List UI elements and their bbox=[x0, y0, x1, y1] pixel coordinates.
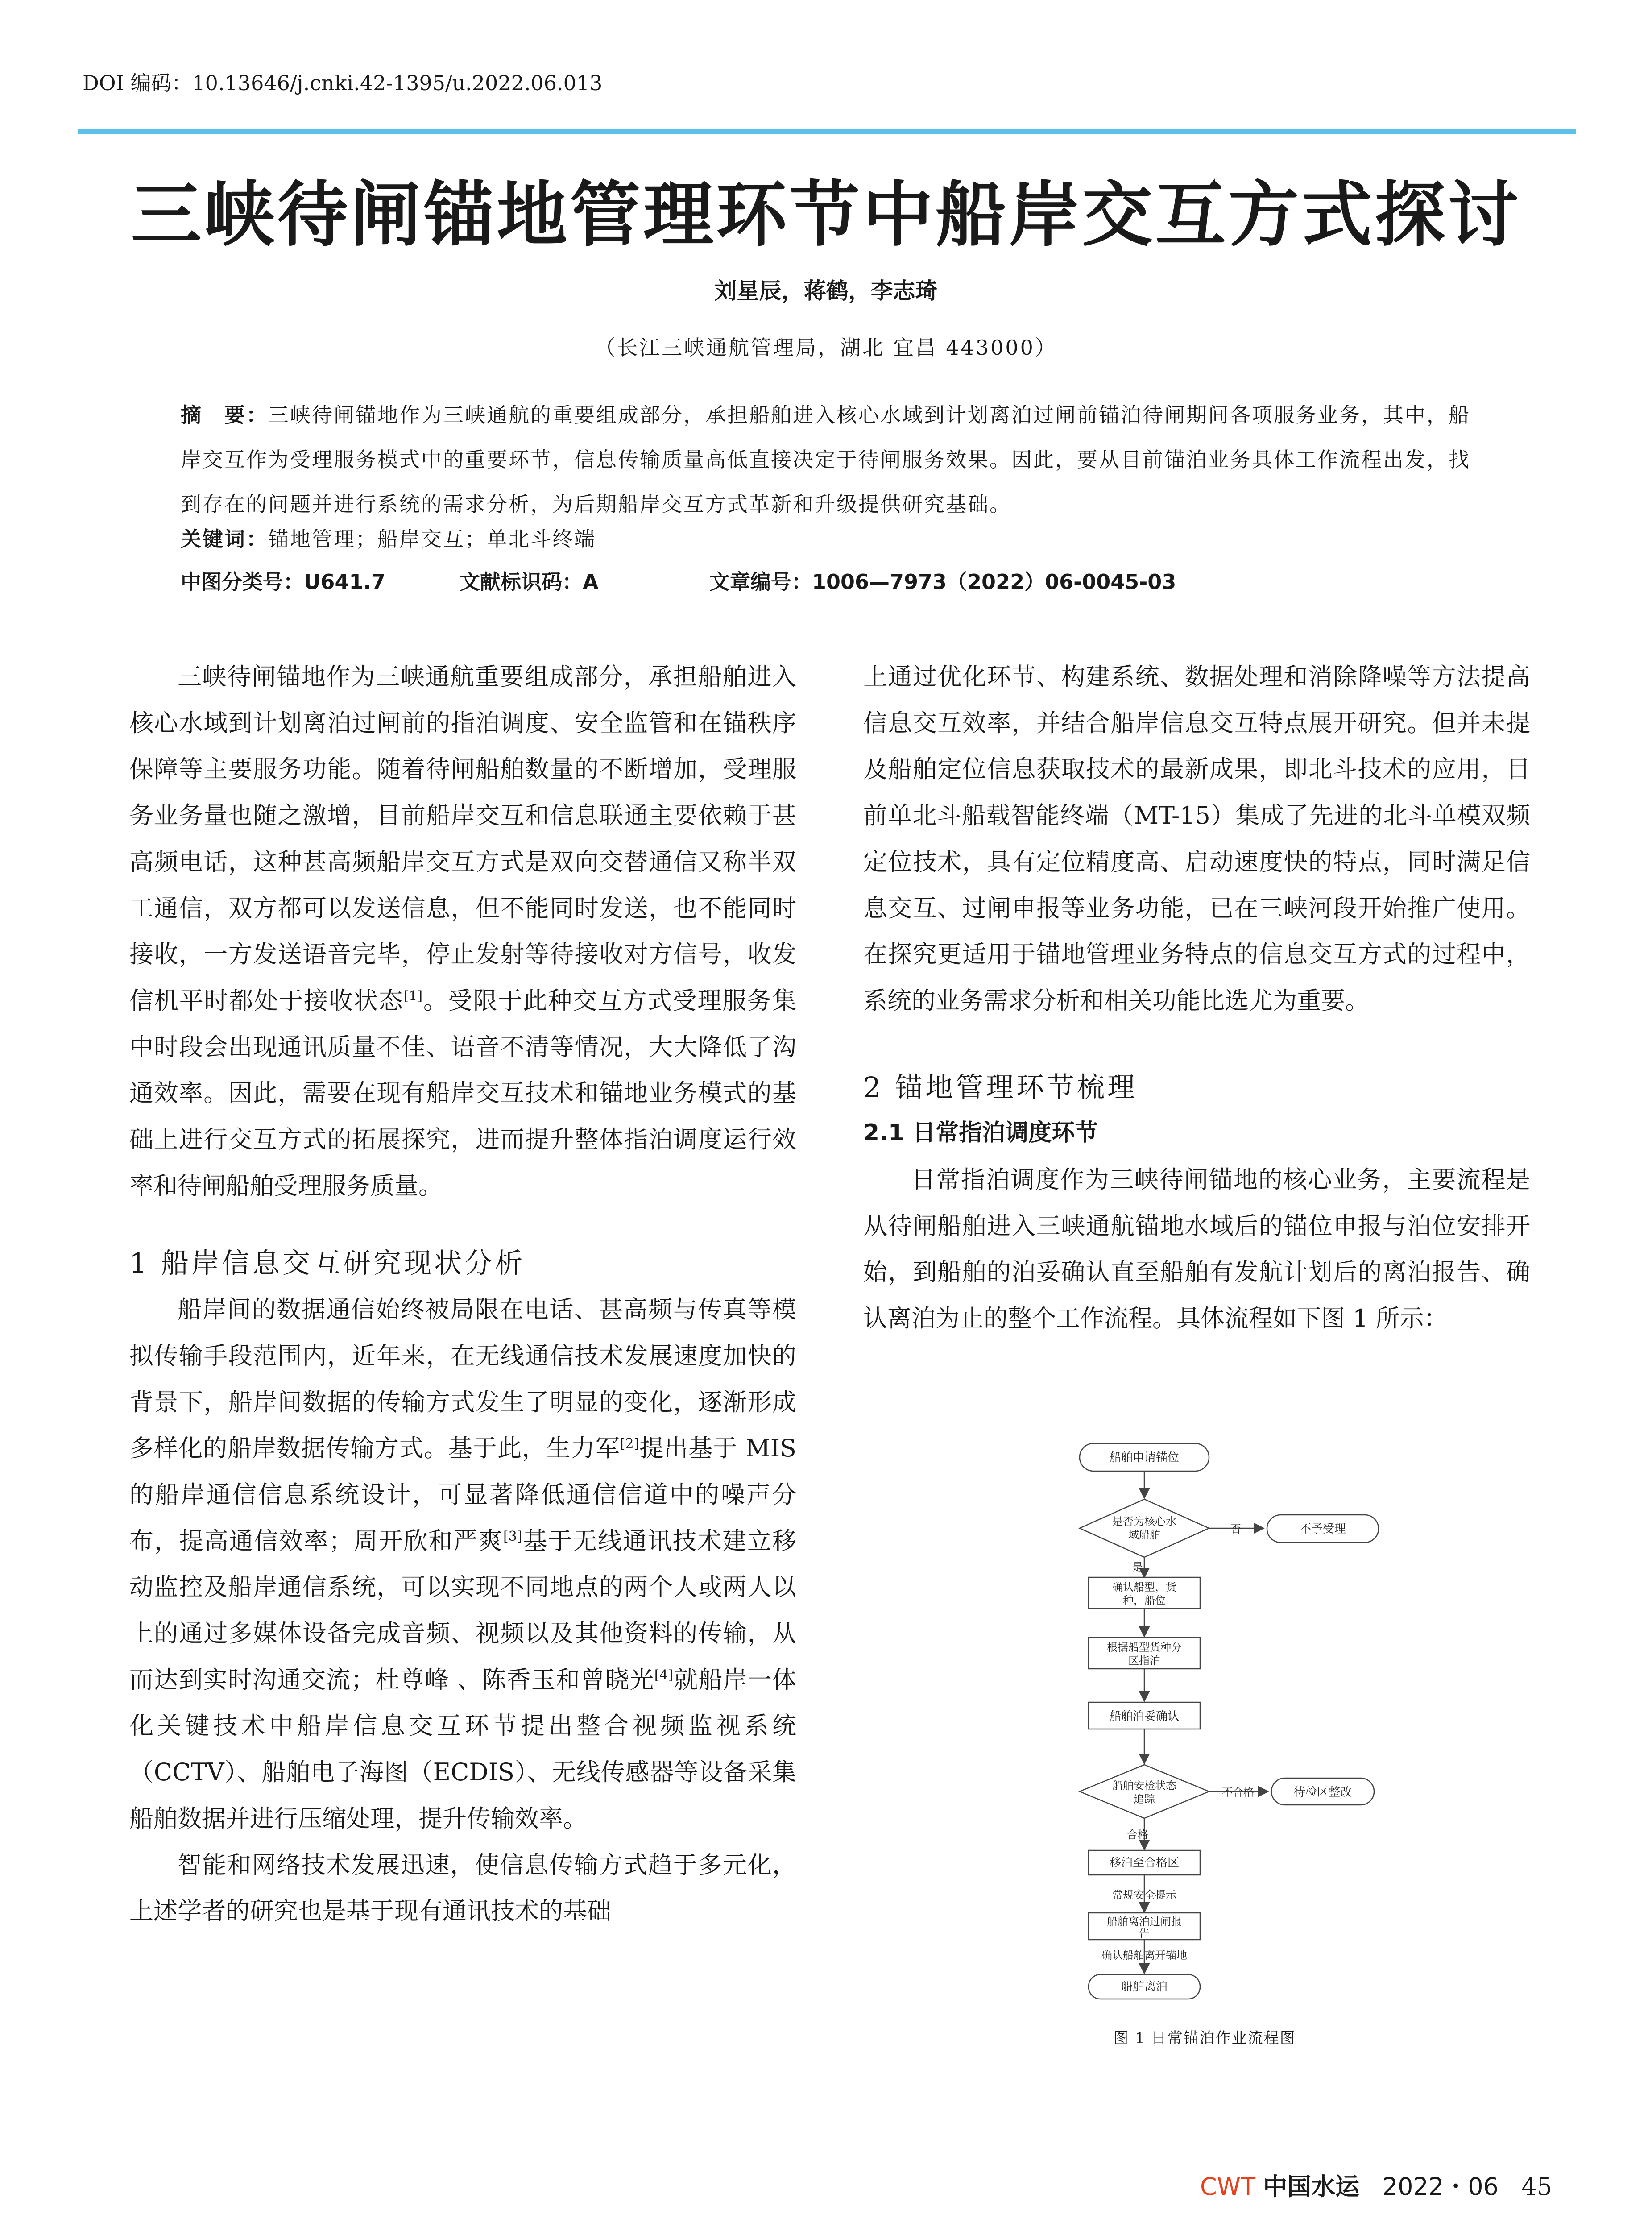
end-label: 船舶离泊 bbox=[1121, 1980, 1168, 1994]
decision-core-label-1: 是否为核心水 bbox=[1112, 1515, 1176, 1528]
move-label: 移泊至合格区 bbox=[1109, 1856, 1180, 1870]
decision-core-label-2: 域船舶 bbox=[1128, 1529, 1160, 1541]
assign-label-2: 区指泊 bbox=[1128, 1655, 1160, 1667]
abstract-label: 摘 要： bbox=[181, 403, 268, 427]
issue-number: 2022・06 bbox=[1382, 2173, 1499, 2201]
paragraph: 上通过优化环节、构建系统、数据处理和消除降噪等方法提高信息交互效率，并结合船岸信息交互特点展开研究。但并未提及船舶定位信息获取技术的最新成果，即北斗技术的应用，目前单北斗船载智能终端（MT-15）集成了先进的北斗单模双频定位技术，具有定位精度高、启动速度快的特点，同时满足信息交互、过闸申报等业务功能，已在三峡河段开始推广使用。在探究更适用于锚地管理业务特点的信息交互方式的过程中，系统的业务需求分析和相关功能比选尤为重要。 bbox=[863, 663, 1530, 1015]
doi-line: DOI 编码：10.13646/j.cnki.42-1395/u.2022.06.013 bbox=[83, 71, 603, 95]
moored-label: 船舶泊妥确认 bbox=[1109, 1710, 1180, 1723]
branch-pass-label: 合格 bbox=[1127, 1829, 1148, 1841]
document-code: 文献标识码：A bbox=[460, 570, 599, 594]
paragraph: 三峡待闸锚地作为三峡通航重要组成部分，承担船舶进入核心水域到计划离泊过闸前的指泊调度、安全监管和在锚秩序保障等主要服务功能。随着待闸船舶数量的不断增加，受理服务业务量也随之激增，目前船岸交互和信息联通主要依赖于甚高频电话，这种甚高频船岸交互方式是双向交替通信又称半双工通信，双方都可以发送信息，但不能同时发送，也不能同时接收，一方发送语音完毕，停止发射等待接收对方信号，收发信机平时都处于接收状态[1]。受限于此种交互方式受理服务集中时段会出现通讯质量不佳、语音不清等情况，大大降低了沟通效率。因此，需要在现有船岸交互技术和锚地业务模式的基础上进行交互方式的拓展探究，进而提升整体指泊调度运行效率和待闸船舶受理服务质量。 bbox=[129, 663, 797, 1200]
decision-inspect-label-1: 船舶安检状态 bbox=[1112, 1779, 1176, 1792]
branch-no-label: 否 bbox=[1230, 1523, 1241, 1535]
decision-inspect-label-2: 追踪 bbox=[1134, 1793, 1155, 1805]
citation-ref[interactable]: [3] bbox=[503, 1528, 522, 1544]
body-column-right bbox=[863, 654, 1530, 1342]
start-label: 船舶申请锚位 bbox=[1109, 1451, 1180, 1464]
confirm-leave-label: 确认船舶离开锚地 bbox=[1101, 1949, 1187, 1961]
reject-label: 不予受理 bbox=[1299, 1522, 1346, 1536]
branch-fail-label: 不合格 bbox=[1222, 1786, 1254, 1799]
authors: 刘星辰，蒋鹤，李志琦 bbox=[714, 278, 938, 304]
affiliation: （长江三峡通航管理局，湖北 宜昌 443000） bbox=[595, 336, 1057, 360]
keywords-text: 锚地管理；船岸交互；单北斗终端 bbox=[268, 527, 596, 551]
tip-label: 常规安全提示 bbox=[1112, 1889, 1176, 1901]
abstract bbox=[181, 393, 1488, 527]
figure-caption: 图 1 日常锚泊作业流程图 bbox=[1113, 2029, 1296, 2047]
paragraph: 日常指泊调度作为三峡待闸锚地的核心业务，主要流程是从待闸船舶进入三峡通航锚地水域后的锚位申报与泊位安排开始，到船舶的泊妥确认直至船舶有发航计划后的离泊报告、确认离泊为止的整个工作流程。具体流程如下图 1 所示： bbox=[863, 1165, 1530, 1333]
subsection-heading-2-1: 2.1 日常指泊调度环节 bbox=[863, 1120, 1098, 1147]
citation-ref[interactable]: [4] bbox=[654, 1667, 674, 1683]
keywords bbox=[181, 523, 596, 552]
report-label-2: 告 bbox=[1139, 1927, 1150, 1940]
body-column-left bbox=[129, 654, 796, 1934]
article-title: 三峡待闸锚地管理环节中船岸交互方式探讨 bbox=[131, 174, 1521, 256]
abstract-text: 三峡待闸锚地作为三峡通航的重要组成部分，承担船舶进入核心水域到计划离泊过闸前锚泊待闸期间各项服务业务，其中，船岸交互作为受理服务模式中的重要环节，信息传输质量高低直接决定于待闸服务效果。因此，要从目前锚泊业务具体工作流程出发，找到存在的问题并进行系统的需求分析，为后期船岸交互方式革新和升级提供研究基础。 bbox=[181, 403, 1470, 516]
confirm-label-1: 确认船型，货 bbox=[1112, 1581, 1176, 1593]
citation-ref[interactable]: [2] bbox=[620, 1436, 639, 1452]
header-rule bbox=[78, 129, 1576, 134]
figure-1-flowchart bbox=[1004, 1435, 1405, 2015]
article-number: 文章编号：1006—7973（2022）06-0045-03 bbox=[709, 570, 1176, 594]
assign-label-1: 根据船型货种分 bbox=[1107, 1641, 1182, 1654]
section-heading-1: 1 船岸信息交互研究现状分析 bbox=[129, 1247, 526, 1280]
cwt-logo: CWT bbox=[1200, 2173, 1256, 2201]
decision-core-water bbox=[1080, 1499, 1209, 1557]
citation-ref[interactable]: [1] bbox=[403, 988, 423, 1004]
report-label-1: 船舶离泊过闸报 bbox=[1107, 1916, 1182, 1928]
magazine-name: 中国水运 bbox=[1263, 2172, 1360, 2201]
page-footer bbox=[1200, 2168, 1552, 2202]
paragraph: 船岸间的数据通信始终被局限在电话、甚高频与传真等模拟传输手段范围内，近年来，在无线通信技术发展速度加快的背景下，船岸间数据的传输方式发生了明显的变化，逐渐形成多样化的船岸数据传输方式。基于此，生力军[2]提出基于 MIS 的船岸通信信息系统设计，可显著降低通信信道中的噪声分布，提高通信效率；周开欣和严爽[3]基于无线通讯技术建立移动监控及船岸通信系统，可以实现不同地点的两个人或两人以上的通过多媒体设备完成音频、视频以及其他资料的传输，从而达到实时沟通交流；杜尊峰 、陈香玉和曾晓光[4]就船岸一体化关键技术中船岸信息交互环节提出整合视频监视系统（CCTV）、船舶电子海图（ECDIS）、无线传感器等设备采集船舶数据并进行压缩处理，提升传输效率。 bbox=[129, 1295, 797, 1833]
confirm-label-2: 种，船位 bbox=[1123, 1594, 1166, 1607]
fix-label: 待检区整改 bbox=[1293, 1786, 1352, 1799]
paragraph: 智能和网络技术发展迅速，使信息传输方式趋于多元化，上述学者的研究也是基于现有通讯技术的基础 bbox=[129, 1850, 796, 1925]
section-heading-2: 2 锚地管理环节梳理 bbox=[863, 1070, 1138, 1103]
keywords-label: 关键词： bbox=[181, 527, 268, 551]
page-number: 45 bbox=[1521, 2173, 1553, 2201]
clc-number: 中图分类号：U641.7 bbox=[181, 570, 385, 594]
branch-yes-label: 是 bbox=[1132, 1561, 1143, 1573]
